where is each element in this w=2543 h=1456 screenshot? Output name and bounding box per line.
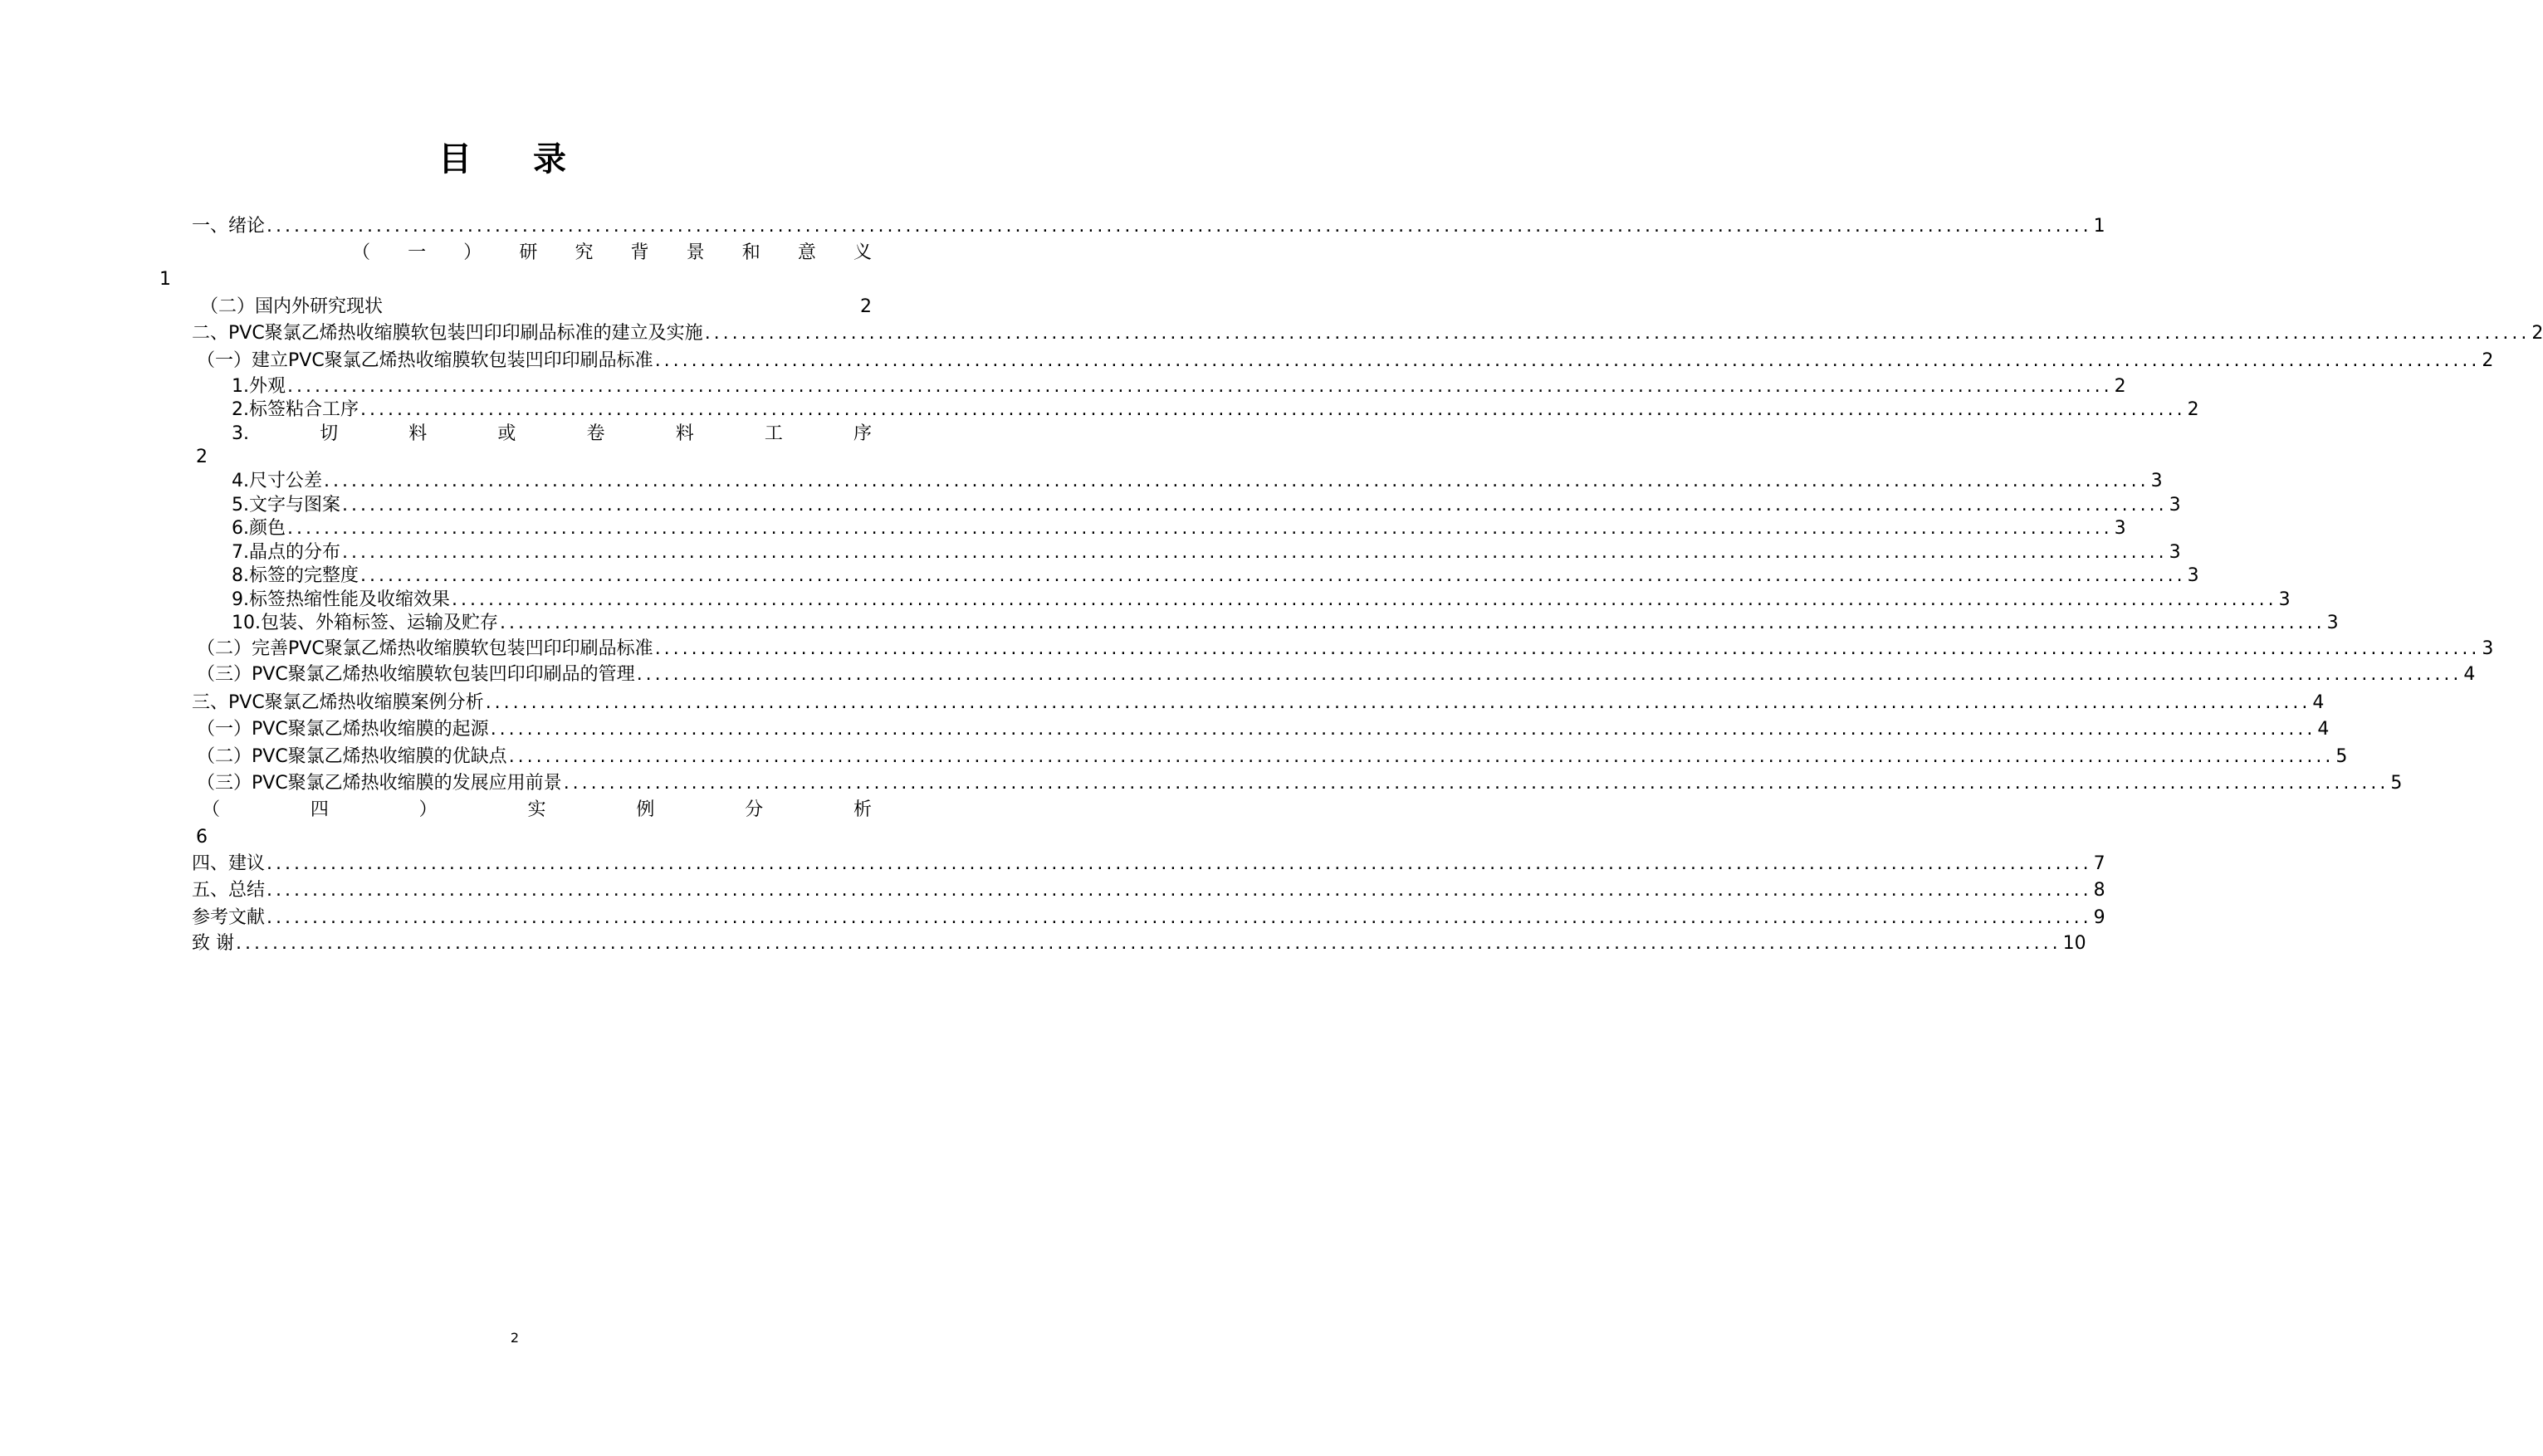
toc-entry-page: 2 (860, 296, 872, 317)
toc-entry-page: 7 (2093, 853, 2105, 874)
toc-entry-label: （三）PVC聚氯乙烯热收缩膜软包装凹印印刷品的管理 (197, 664, 635, 685)
toc-entry-label: 9.标签热缩性能及收缩效果 (232, 589, 450, 610)
toc-entry-label: 2.标签粘合工序 (232, 399, 359, 420)
toc-entry-label: 1.外观 (232, 376, 286, 397)
toc-entry[interactable] (232, 611, 2339, 636)
toc-entry-label: 5.文字与图案 (232, 495, 340, 515)
toc-entry-label: 7.晶点的分布 (232, 542, 340, 563)
toc-entry-page: 1 (2093, 216, 2105, 237)
dot-leader: ........................................................................................................................................................................................................ (267, 907, 2092, 928)
toc-entry-page: 2 (2482, 350, 2494, 371)
toc-entry-label[interactable]: （四）实例分析 (202, 799, 872, 820)
toc-entry[interactable] (232, 516, 2126, 541)
toc-entry[interactable] (232, 588, 2291, 613)
toc-entry-label[interactable]: 3.切料或卷料工序 (232, 423, 872, 444)
toc-entry-page: 2 (196, 447, 208, 467)
toc-entry[interactable] (197, 637, 2494, 662)
dot-leader: ........................................................................................................................................................................................................ (287, 518, 2113, 539)
dot-leader: ........................................................................................................................................................................................................ (342, 542, 2168, 563)
dot-leader: ........................................................................................................................................................................................................ (236, 933, 2061, 954)
toc-entry[interactable] (197, 662, 2476, 687)
toc-entry-page: 2 (2114, 376, 2126, 397)
toc-entry[interactable] (232, 540, 2181, 565)
toc-entry-page: 10 (2062, 933, 2086, 954)
dot-leader: ........................................................................................................................................................................................................ (267, 216, 2092, 237)
dot-leader: ........................................................................................................................................................................................................ (636, 664, 2462, 685)
toc-entry[interactable] (197, 349, 2494, 374)
dot-leader: ........................................................................................................................................................................................................ (267, 880, 2092, 901)
toc-entry-label: 五、总结 (192, 880, 266, 901)
dot-leader: ........................................................................................................................................................................................................ (324, 471, 2149, 491)
toc-entry-label: 参考文献 (192, 907, 266, 928)
toc-entry-page: 8 (2093, 880, 2105, 901)
toc-entry[interactable] (200, 295, 872, 320)
toc-entry[interactable] (197, 745, 2348, 770)
toc-entry-page: 3 (2114, 518, 2126, 539)
toc-entry-page: 4 (2463, 664, 2476, 685)
toc-entry-label: 8.标签的完整度 (232, 565, 359, 586)
toc-entry[interactable] (232, 374, 2126, 399)
dot-leader: ........................................................................................................................................................................................................ (452, 589, 2277, 610)
toc-entry-label: （三）PVC聚氯乙烯热收缩膜的发展应用前景 (197, 773, 562, 794)
dot-leader: ........................................................................................................................................................................................................ (267, 853, 2092, 874)
toc-entry-label: （一）PVC聚氯乙烯热收缩膜的起源 (197, 719, 489, 740)
dot-leader: ........................................................................................................................................................................................................ (360, 565, 2186, 586)
toc-entry[interactable] (192, 321, 2543, 346)
toc-entry-page: 3 (2187, 565, 2199, 586)
toc-entry-page: 9 (2093, 907, 2105, 928)
toc-entry[interactable] (192, 906, 2105, 931)
toc-entry-label: 四、建议 (192, 853, 266, 874)
toc-entry[interactable] (192, 214, 2105, 239)
toc-entry-page: 3 (2482, 638, 2494, 659)
dot-leader: ........................................................................................................................................................................................................ (287, 376, 2113, 397)
toc-entry-label: （二）国内外研究现状 (200, 296, 384, 317)
toc-entry-page: 3 (2326, 613, 2339, 633)
toc-entry-label: （二）PVC聚氯乙烯热收缩膜的优缺点 (197, 746, 507, 767)
dot-leader: ........................................................................................................................................................................................................ (360, 399, 2186, 420)
toc-entry-page: 3 (2278, 589, 2291, 610)
dot-leader: ........................................................................................................................................................................................................ (342, 495, 2168, 515)
toc-entry[interactable] (197, 771, 2403, 796)
toc-entry[interactable] (232, 564, 2199, 589)
toc-entry[interactable] (192, 691, 2325, 716)
toc-entry[interactable] (232, 493, 2181, 518)
toc-entry[interactable] (232, 398, 2199, 423)
toc-entry-page: 6 (196, 827, 208, 848)
dot-leader: ........................................................................................................................................................................................................ (485, 692, 2311, 713)
toc-entry-page: 3 (2150, 471, 2163, 491)
dot-leader: ........................................................................................................................................................................................................ (563, 773, 2389, 794)
dot-leader: ........................................................................................................................................................................................................ (490, 719, 2316, 740)
toc-entry-label: 致 谢 (192, 933, 234, 954)
toc-entry-label[interactable]: （一）研究背景和意义 (352, 242, 872, 263)
toc-entry-label: 一、绪论 (192, 216, 266, 237)
toc-entry-label: 10.包装、外箱标签、运输及贮存 (232, 613, 498, 633)
dot-leader: ........................................................................................................................................................................................................ (654, 638, 2481, 659)
toc-entry-label: 二、PVC聚氯乙烯热收缩膜软包装凹印印刷品标准的建立及实施 (192, 323, 703, 344)
toc-entry-page: 5 (2335, 746, 2348, 767)
dot-leader: ........................................................................................................................................................................................................ (704, 323, 2531, 344)
toc-entry-page: 4 (2312, 692, 2325, 713)
page-number: 2 (510, 1330, 520, 1346)
toc-entry-label: 6.颜色 (232, 518, 286, 539)
toc-entry-label: （二）完善PVC聚氯乙烯热收缩膜软包装凹印印刷品标准 (197, 638, 653, 659)
toc-entry-page: 5 (2390, 773, 2403, 794)
toc-entry-page: 4 (2317, 719, 2330, 740)
toc-title: 目 录 (438, 140, 591, 178)
toc-entry-page: 1 (159, 269, 171, 290)
toc-entry-page: 2 (2531, 323, 2543, 344)
dot-leader: ........................................................................................................................................................................................................ (508, 746, 2335, 767)
dot-leader: ........................................................................................................................................................................................................ (654, 350, 2481, 371)
toc-entry-label: 三、PVC聚氯乙烯热收缩膜案例分析 (192, 692, 484, 713)
toc-entry[interactable] (232, 469, 2163, 494)
toc-entry[interactable] (192, 878, 2105, 903)
toc-entry-page: 3 (2169, 495, 2181, 515)
toc-entry-page: 2 (2187, 399, 2199, 420)
dot-leader: ........................................................................................................................................................................................................ (500, 613, 2325, 633)
toc-entry[interactable] (197, 717, 2330, 742)
toc-entry[interactable] (192, 852, 2105, 877)
toc-entry[interactable] (192, 931, 2086, 956)
toc-entry-label: （一）建立PVC聚氯乙烯热收缩膜软包装凹印印刷品标准 (197, 350, 653, 371)
toc-entry-label: 4.尺寸公差 (232, 471, 322, 491)
toc-entry-page: 3 (2169, 542, 2181, 563)
